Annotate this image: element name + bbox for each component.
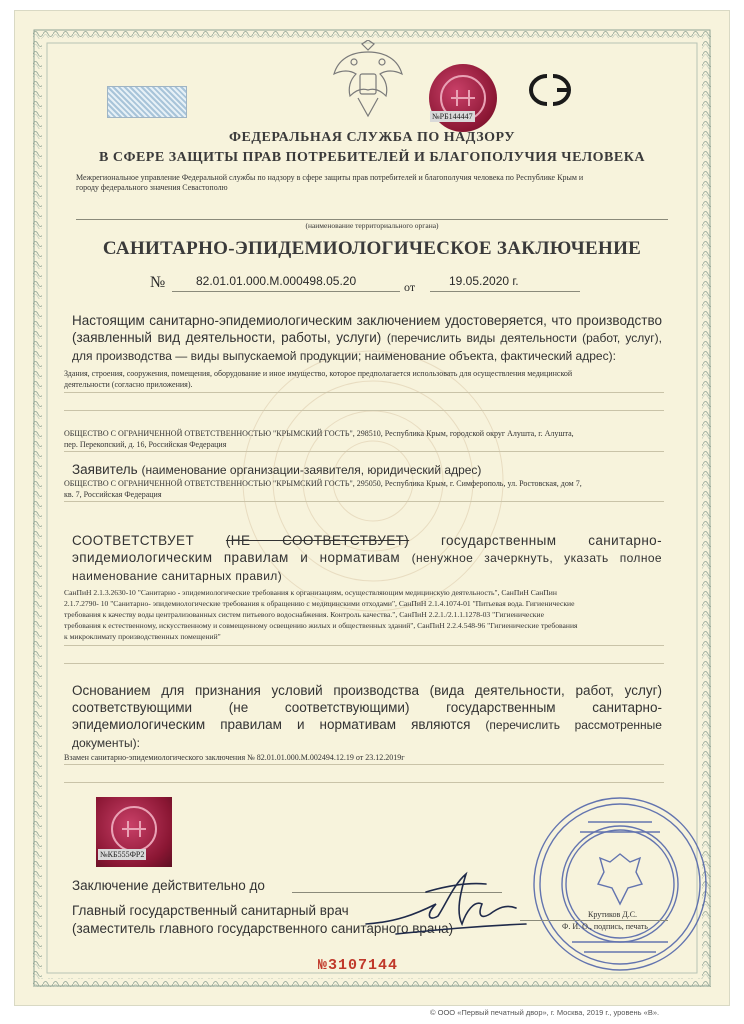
- blank-line-2: [64, 663, 664, 664]
- chief-doctor-label: Главный государственный санитарный врач: [72, 903, 349, 918]
- compliance-rest2: эпидемиологическим правилам и нормативам: [72, 550, 401, 565]
- applicant-line1: ОБЩЕСТВО С ОГРАНИЧЕННОЙ ОТВЕТСТВЕННОСТЬЮ "КРЫМСКИЙ ГОСТЬ", 295050, Республика Крым, г. Симферополь, ул. Ростовская, дом 7,: [64, 479, 582, 488]
- object-address-line2: пер. Перекопский, д. 16, Российская Федерация: [64, 440, 227, 449]
- number-underline: [172, 291, 400, 292]
- basis-text: Основанием для признания условий производства (вида деятельности, работ, услуг) соответствующими (не соответствующими) государственным санитарно-эпидемиологическим правилам и нормативам являются: [72, 683, 662, 732]
- from-label: от: [404, 280, 416, 294]
- certificate-number: 82.01.01.000.М.000498.05.20: [196, 274, 357, 288]
- printer-credit: © ООО «Первый печатный двор», г. Москва, 2019 г., уровень «В».: [430, 1008, 660, 1017]
- fio-underline: [520, 920, 668, 921]
- serial-number: №3107144: [318, 957, 399, 974]
- se-mark-icon: [517, 68, 583, 112]
- applicant-label: Заявитель: [72, 462, 138, 477]
- signature-image: [356, 864, 532, 944]
- object-line2: деятельности (согласно приложения).: [64, 380, 193, 389]
- blank-line-1: [64, 410, 664, 411]
- blank-line-3: [64, 782, 664, 783]
- address-underline: [64, 451, 664, 452]
- object-line1: Здания, строения, сооружения, помещения, оборудование и иное имущество, которое предполагается использовать для осуществления медицинской: [64, 369, 573, 378]
- hologram-number-bottom: №КБ555ФР2: [100, 850, 145, 859]
- basis-underline: [64, 764, 664, 765]
- certifies-paragraph: [72, 312, 662, 365]
- compliance-paragraph: [72, 532, 662, 585]
- basis-hint: (перечислить рассмотренные документы):: [72, 718, 662, 750]
- territorial-organ-line1: Межрегиональное управление Федеральной службы по надзору в сфере защиты прав потребителей и благополучия человека по Республике Крым и: [76, 173, 584, 182]
- date-underline: [430, 291, 580, 292]
- organ-caption: (наименование территориального органа): [305, 221, 439, 230]
- agency-title-line1: ФЕДЕРАЛЬНАЯ СЛУЖБА ПО НАДЗОРУ: [228, 130, 515, 145]
- agency-title-line2: В СФЕРЕ ЗАЩИТЫ ПРАВ ПОТРЕБИТЕЛЕЙ И БЛАГОПОЛУЧИЯ ЧЕЛОВЕКА: [99, 150, 645, 165]
- official-stamp: [528, 792, 712, 976]
- applicant-heading: [72, 461, 662, 479]
- rules-line1: СанПиН 2.1.3.2630-10 "Санитарно - эпидемиологические требования к организациям, осуществляющим медицинскую деятельность", СанПиН СанПин: [64, 588, 557, 597]
- compliance-word: СООТВЕТСТВУЕТ: [72, 533, 195, 548]
- basis-document: Взамен санитарно-эпидемиологического заключения № 82.01.01.000.М.002494.12.19 от 23.12.2019г: [64, 753, 405, 762]
- applicant-line2: кв. 7, Российская Федерация: [64, 490, 162, 499]
- non-compliance-struck: (НЕ СООТВЕТСТВУЕТ): [225, 533, 410, 548]
- fio-caption: Ф. И. О., подпись, печать: [562, 922, 648, 931]
- certificate-date: 19.05.2020 г.: [449, 274, 519, 288]
- russian-emblem-icon: [330, 40, 406, 122]
- document-title: САНИТАРНО-ЭПИДЕМИОЛОГИЧЕСКОЕ ЗАКЛЮЧЕНИЕ: [102, 238, 642, 259]
- rules-line4: требования к естественному, искусственному и совмещенному освещению жилых и общественных зданий", СанПиН 2.2.4.548-96 "Гигиенические требования: [64, 621, 578, 630]
- stamp-seal-icon: [528, 792, 712, 976]
- compliance-hint: (ненужное зачеркнуть, указать полное наименование санитарных правил): [72, 551, 663, 583]
- object-underline: [64, 392, 664, 393]
- applicant-hint: (наименование организации-заявителя, юридический адрес): [141, 463, 482, 477]
- rules-line2: 2.1.7.2790- 10 "Санитарно- эпидемиологические требования к обращению с медицинскими отходами", СанПиН 2.1.4.1074-01 "Питьевая вода. Гигиенические: [64, 599, 575, 608]
- number-sign: №: [150, 274, 166, 291]
- certifies-hint: (перечислить виды деятельности (работ, услуг), для производства — виды выпускаемой продукции; наименование объекта, фактический адрес):: [72, 331, 662, 363]
- signer-name: Крутиков Д.С.: [588, 910, 638, 919]
- hologram-number-top: №РБ144447: [432, 112, 473, 121]
- basis-paragraph: [72, 682, 662, 752]
- object-address-line1: ОБЩЕСТВО С ОГРАНИЧЕННОЙ ОТВЕТСТВЕННОСТЬЮ "КРЫМСКИЙ ГОСТЬ", 298510, Республика Крым, городской округ Алушта, г. Алушта,: [64, 429, 574, 438]
- deputy-label: (заместитель главного государственного санитарного врача): [72, 921, 454, 936]
- valid-until-label: Заключение действительно до: [72, 878, 265, 893]
- security-hatch-box: [107, 86, 187, 118]
- rules-underline: [64, 645, 664, 646]
- certifies-text: Настоящим санитарно-эпидемиологическим заключением удостоверяется, что производство (заявленный вид деятельности, работы, услуги): [72, 313, 662, 345]
- compliance-rest1: государственным санитарно-: [440, 533, 662, 548]
- rules-line3: требования к качеству воды централизованных систем питьевого водоснабжения. Контроль качества.", СанПиН 2.2.1./2.1.1.1278-03 "Гигиенические: [64, 610, 544, 619]
- applicant-underline: [64, 501, 664, 502]
- territorial-organ-line2: городу федерального значения Севастополю: [76, 183, 228, 192]
- rules-line5: к микроклимату производственных помещений": [64, 632, 221, 641]
